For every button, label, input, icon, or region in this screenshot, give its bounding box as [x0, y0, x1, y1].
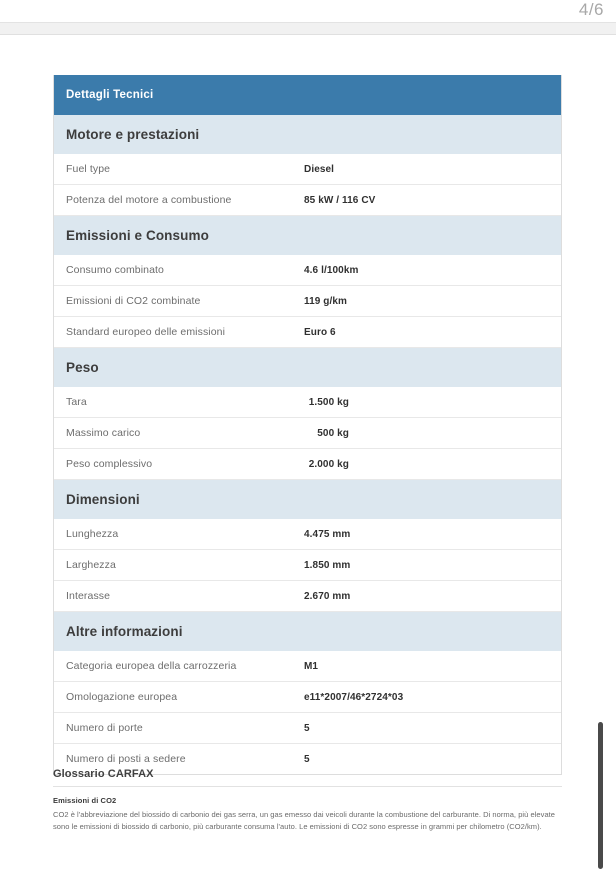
row-value: e11*2007/46*2724*03 — [304, 691, 404, 703]
section-heading: Altre informazioni — [54, 612, 561, 651]
row-value: M1 — [304, 660, 319, 672]
row-label: Categoria europea della carrozzeria — [66, 660, 237, 672]
glossary-title: Glossario CARFAX — [53, 768, 562, 787]
table-row — [54, 317, 561, 348]
table-row — [54, 418, 561, 449]
section-heading: Peso — [54, 348, 561, 387]
table-row — [54, 651, 561, 682]
glossary-term: Emissioni di CO2 — [53, 796, 117, 805]
row-value: Diesel — [304, 163, 335, 175]
table-row — [54, 185, 561, 216]
table-row — [54, 286, 561, 317]
table-row — [54, 255, 561, 286]
row-value: 119 g/km — [304, 295, 348, 307]
row-label: Massimo carico — [66, 427, 141, 439]
row-value: 2.670 mm — [304, 590, 351, 602]
row-value: 85 kW / 116 CV — [304, 194, 376, 206]
table-row — [54, 154, 561, 185]
row-value: 5 — [304, 753, 310, 765]
document-page — [0, 35, 616, 869]
row-label: Peso complessivo — [66, 458, 153, 470]
table-row — [54, 387, 561, 418]
page-counter: 4/6 — [578, 0, 604, 19]
row-label: Standard europeo delle emissioni — [66, 326, 226, 338]
row-label: Omologazione europea — [66, 691, 178, 703]
glossary-body: CO2 è l'abbreviazione del biossido di carbonio dei gas serra, un gas emesso dai veicoli durante la combustione del carburante. Di norma, più elevate sono le emissioni di biossido di carbonio, più carburante consuma l'auto. Le emissioni di CO2 sono espresse in grammi per chilometro (CO2/km). — [53, 810, 556, 832]
glossary-section — [53, 768, 562, 834]
row-label: Numero di posti a sedere — [66, 753, 186, 765]
row-label: Larghezza — [66, 559, 116, 571]
row-label: Fuel type — [66, 163, 111, 175]
section-heading: Emissioni e Consumo — [54, 216, 561, 255]
row-value: 1.850 mm — [304, 559, 351, 571]
table-row — [54, 449, 561, 480]
sections-container — [54, 115, 561, 774]
scrollbar-thumb[interactable] — [598, 722, 603, 869]
row-label: Interasse — [66, 590, 111, 602]
row-value: 2.000 kg — [308, 458, 349, 470]
glossary-entries — [53, 796, 562, 834]
card-header-title: Dettagli Tecnici — [54, 75, 561, 115]
row-value: 4.475 mm — [304, 528, 351, 540]
row-label: Tara — [66, 396, 87, 408]
row-value: 500 kg — [317, 427, 349, 439]
technical-details-card — [53, 75, 562, 775]
row-value: 1.500 kg — [308, 396, 349, 408]
table-row — [54, 713, 561, 744]
viewer-topbar — [0, 0, 616, 22]
table-row — [54, 682, 561, 713]
row-value: 4.6 l/100km — [304, 264, 359, 276]
table-row — [54, 581, 561, 612]
table-row — [54, 519, 561, 550]
row-label: Lunghezza — [66, 528, 119, 540]
row-label: Numero di porte — [66, 722, 143, 734]
row-value: 5 — [304, 722, 310, 734]
viewer-divider-band — [0, 22, 616, 35]
section-heading: Motore e prestazioni — [54, 115, 561, 154]
row-value: Euro 6 — [304, 326, 336, 338]
table-row — [54, 550, 561, 581]
section-heading: Dimensioni — [54, 480, 561, 519]
row-label: Potenza del motore a combustione — [66, 194, 232, 206]
row-label: Consumo combinato — [66, 264, 164, 276]
row-label: Emissioni di CO2 combinate — [66, 295, 201, 307]
